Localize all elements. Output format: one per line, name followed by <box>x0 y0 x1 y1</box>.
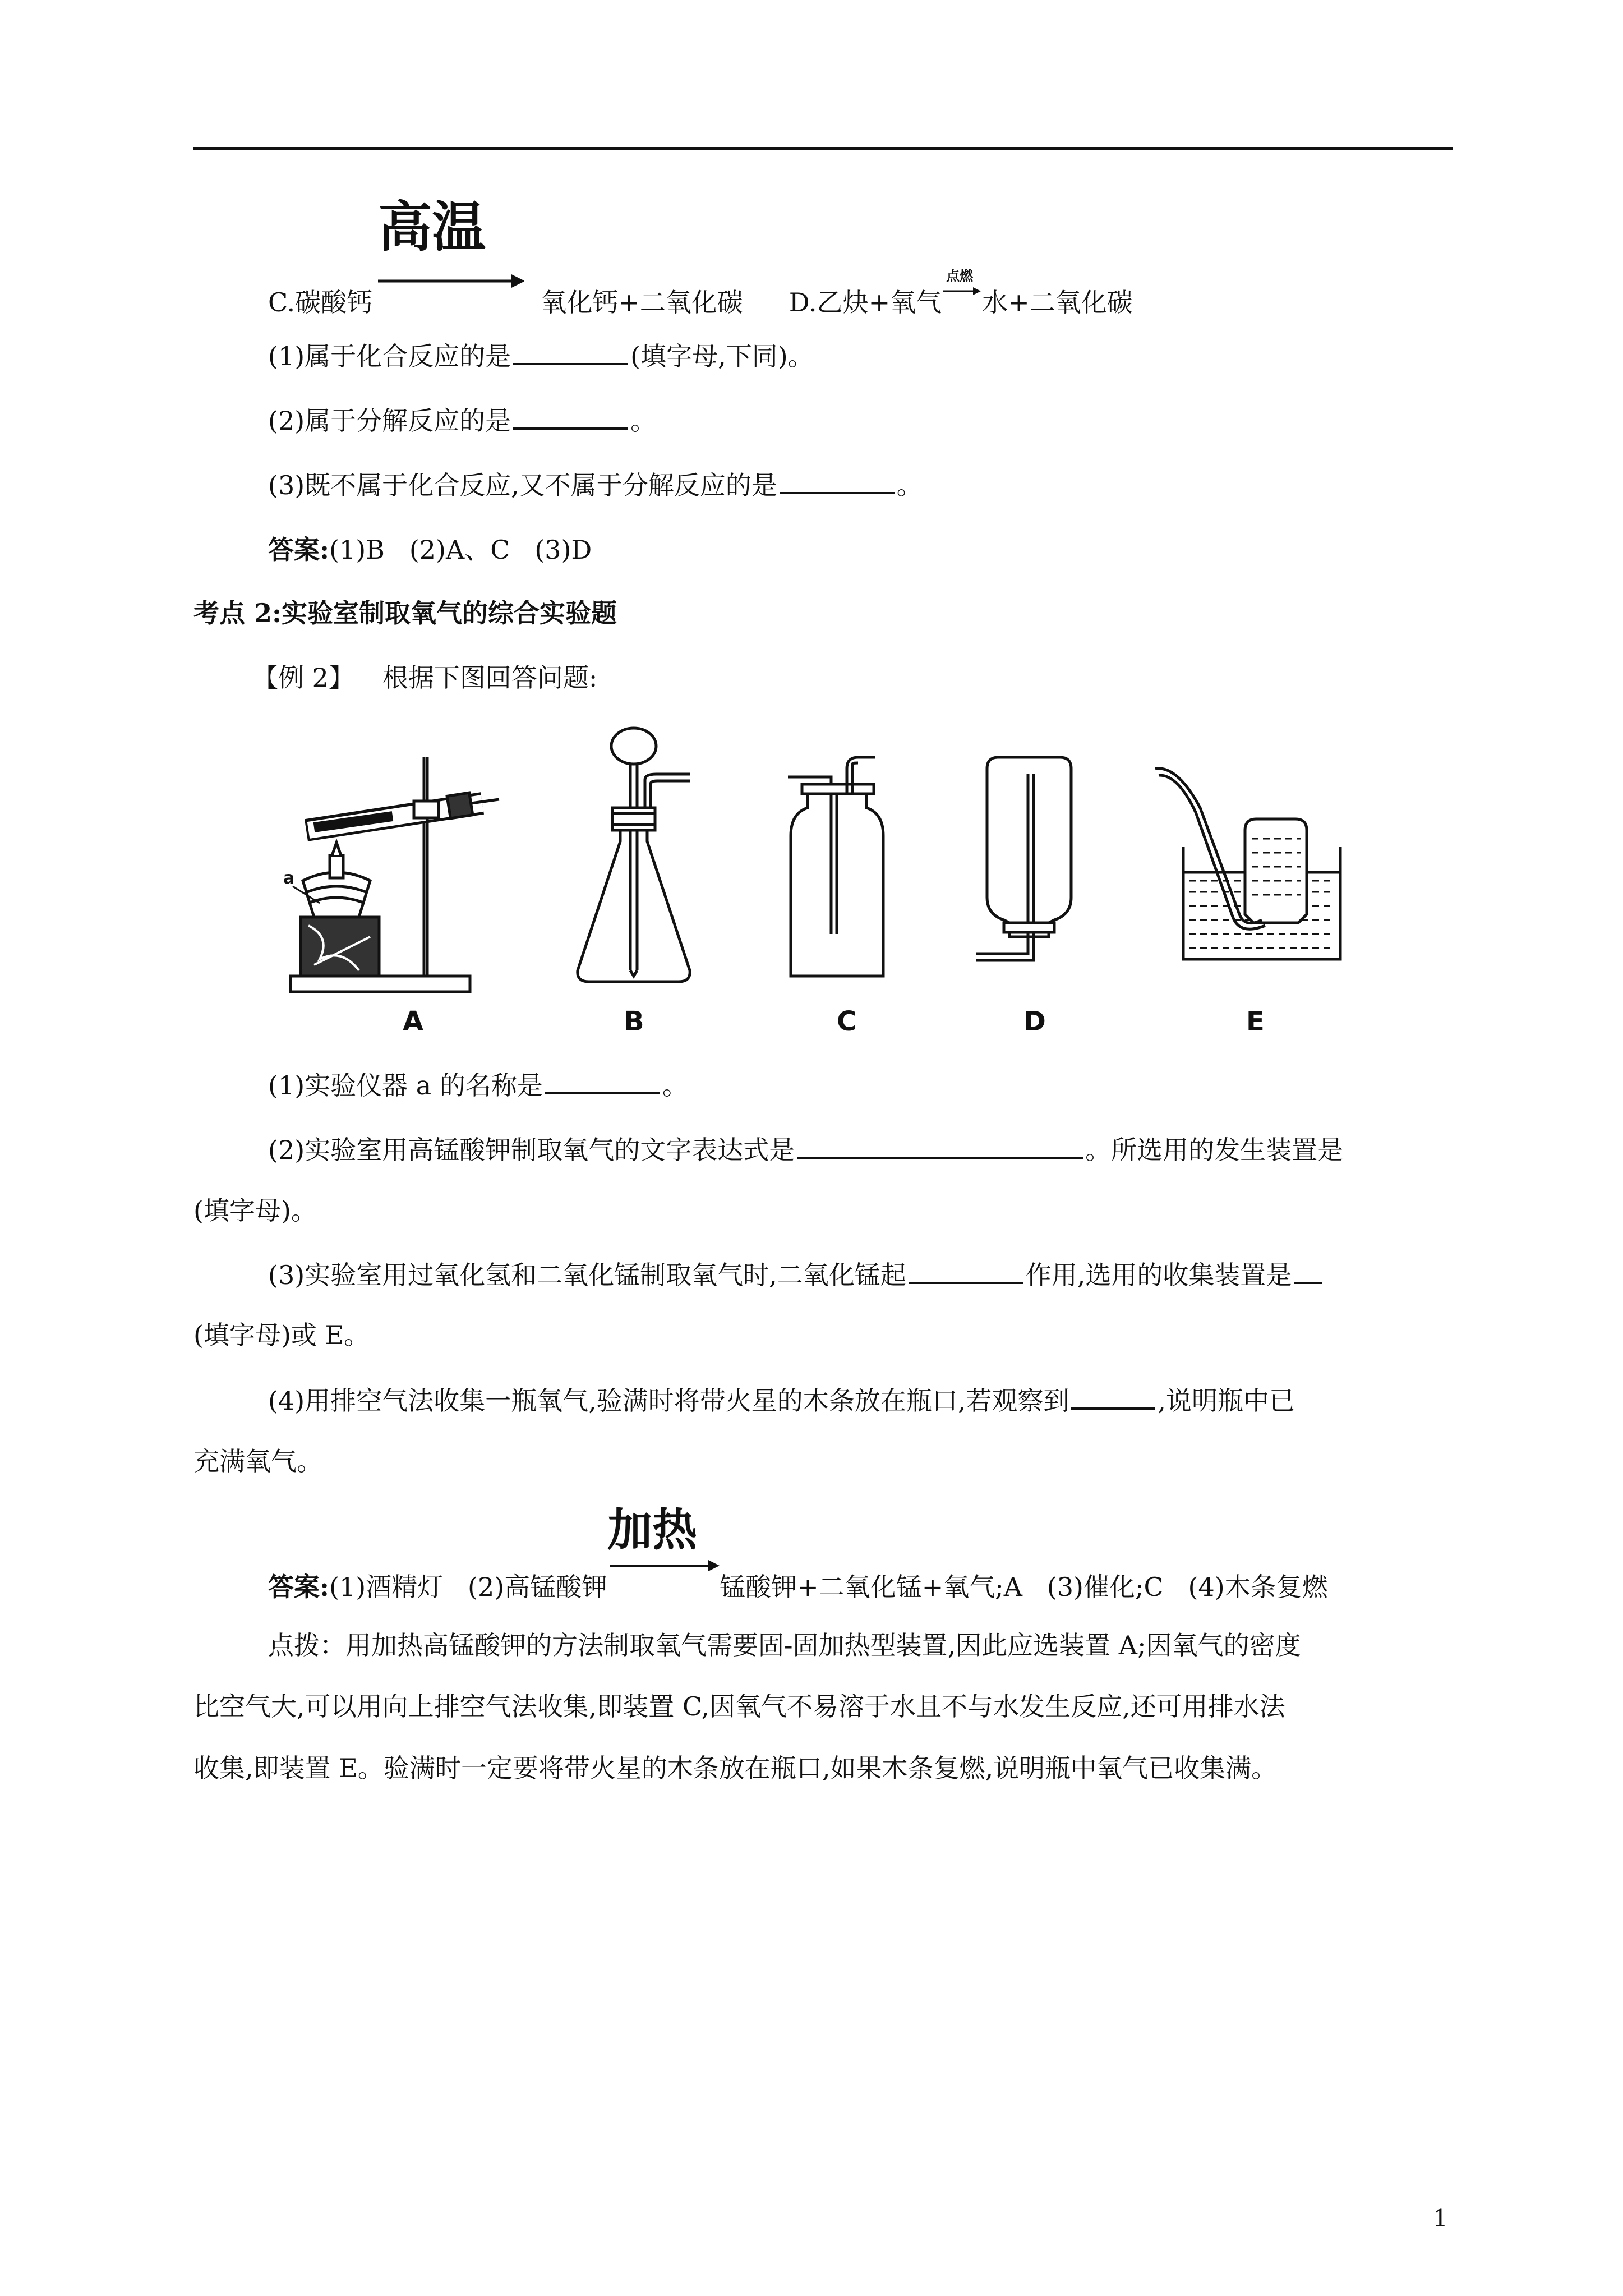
q2-part3-cont: (填字母)或 E。 <box>193 1320 370 1350</box>
answer-blank[interactable] <box>1294 1259 1322 1284</box>
q1-part2 <box>268 404 656 438</box>
q1-part1-text: (1)属于化合反应的是 <box>268 341 511 371</box>
hint-line3: 收集,即装置 E。验满时一定要将带火星的木条放在瓶口,如果木条复燃,说明瓶中氧气已收集满。 <box>193 1753 1278 1783</box>
label-a-small: a <box>283 868 295 888</box>
reaction-c-reactant: C.碳酸钙 <box>268 287 373 318</box>
hint-line1: 点拨：用加热高锰酸钾的方法制取氧气需要固-固加热型装置,因此应选装置 A;因氧气的密度 <box>268 1630 1301 1660</box>
answer-blank[interactable] <box>513 405 628 430</box>
apparatus-d <box>976 757 1071 960</box>
answer-label: 答案: <box>268 1572 329 1602</box>
q2-part1 <box>268 1069 688 1102</box>
answer-blank[interactable] <box>909 1259 1023 1284</box>
example-prompt: 根据下图回答问题: <box>382 662 598 693</box>
apparatus-e <box>1155 769 1340 959</box>
answer1 <box>268 533 592 567</box>
apparatus-figure <box>280 712 1458 1038</box>
figure-label-b: B <box>624 1006 644 1037</box>
section-title: 考点 2:实验室制取氧气的综合实验题 <box>193 598 617 628</box>
answer-blank[interactable] <box>513 341 628 365</box>
answer-blank[interactable] <box>797 1134 1083 1159</box>
q2-part3-text: (3)实验室用过氧化氢和二氧化锰制取氧气时,二氧化锰起 <box>268 1260 906 1290</box>
answer2-part1: (1)酒精灯 (2)高锰酸钾 <box>329 1572 608 1602</box>
q2-part1-suffix: 。 <box>662 1070 688 1101</box>
answer-blank[interactable] <box>780 470 895 494</box>
answer2-part2: 锰酸钾+二氧化锰+氧气;A (3)催化;C (4)木条复燃 <box>720 1572 1328 1602</box>
q1-part3-text: (3)既不属于化合反应,又不属于分解反应的是 <box>268 470 777 500</box>
ignite-arrow <box>942 268 982 311</box>
reaction-d-products: 水+二氧化碳 <box>982 287 1133 318</box>
q2-part4-suffix: ,说明瓶中已 <box>1158 1386 1295 1416</box>
reaction-d-reactants: D.乙炔+氧气 <box>789 287 942 318</box>
q2-part2 <box>268 1133 1343 1167</box>
answer-label: 答案: <box>268 535 329 565</box>
q1-part3 <box>268 468 923 502</box>
q1-part2-suffix: 。 <box>630 406 657 436</box>
q2-part2-text: (2)实验室用高锰酸钾制取氧气的文字表达式是 <box>268 1135 795 1165</box>
figure-label-a: A <box>403 1006 424 1037</box>
answer-blank[interactable] <box>545 1070 660 1094</box>
example-tag: 【例 2】 <box>252 662 354 693</box>
page-number: 1 <box>1433 2205 1448 2232</box>
q1-part3-suffix: 。 <box>896 470 923 500</box>
q2-part4-cont: 充满氧气。 <box>193 1446 322 1476</box>
figure-label-d: D <box>1023 1006 1046 1037</box>
apparatus-a <box>291 757 499 992</box>
figure-label-e: E <box>1246 1006 1265 1037</box>
q2-part4-text: (4)用排空气法收集一瓶氧气,验满时将带火星的木条放在瓶口,若观察到 <box>268 1386 1069 1416</box>
q2-part4 <box>268 1384 1295 1418</box>
arrow-condition-ignite: 点燃 <box>946 268 974 284</box>
q1-part2-text: (2)属于分解反应的是 <box>268 406 511 436</box>
reaction-c-products: 氧化钙+二氧化碳 <box>541 287 743 318</box>
heat-arrow <box>607 1503 720 1596</box>
q2-part3-suffix: 作用,选用的收集装置是 <box>1025 1260 1292 1290</box>
q2-part1-text: (1)实验仪器 a 的名称是 <box>268 1070 543 1101</box>
q2-part3 <box>268 1258 1324 1292</box>
apparatus-b <box>578 728 690 982</box>
arrow-condition-high-temp: 高温 <box>378 195 486 259</box>
answer-blank[interactable] <box>1071 1385 1155 1410</box>
q2-part2-suffix: 。所选用的发生装置是 <box>1085 1135 1344 1165</box>
hint-line2: 比空气大,可以用向上排空气法收集,即装置 C,因氧气不易溶于水且不与水发生反应,还可用排水法 <box>193 1691 1285 1722</box>
q1-part1 <box>268 339 814 373</box>
figure-label-c: C <box>837 1006 857 1037</box>
apparatus-c <box>788 757 883 976</box>
header-rule <box>193 147 1453 150</box>
reaction-line-cd <box>268 195 1133 319</box>
arrow-condition-heat: 加热 <box>607 1503 698 1556</box>
q2-part2-cont: (填字母)。 <box>193 1195 317 1226</box>
q1-part1-suffix: (填字母,下同)。 <box>630 341 814 371</box>
high-temp-arrow <box>372 195 524 311</box>
answer2 <box>268 1503 1328 1604</box>
example2-heading <box>252 661 597 694</box>
answer1-text: (1)B (2)A、C (3)D <box>329 535 592 565</box>
